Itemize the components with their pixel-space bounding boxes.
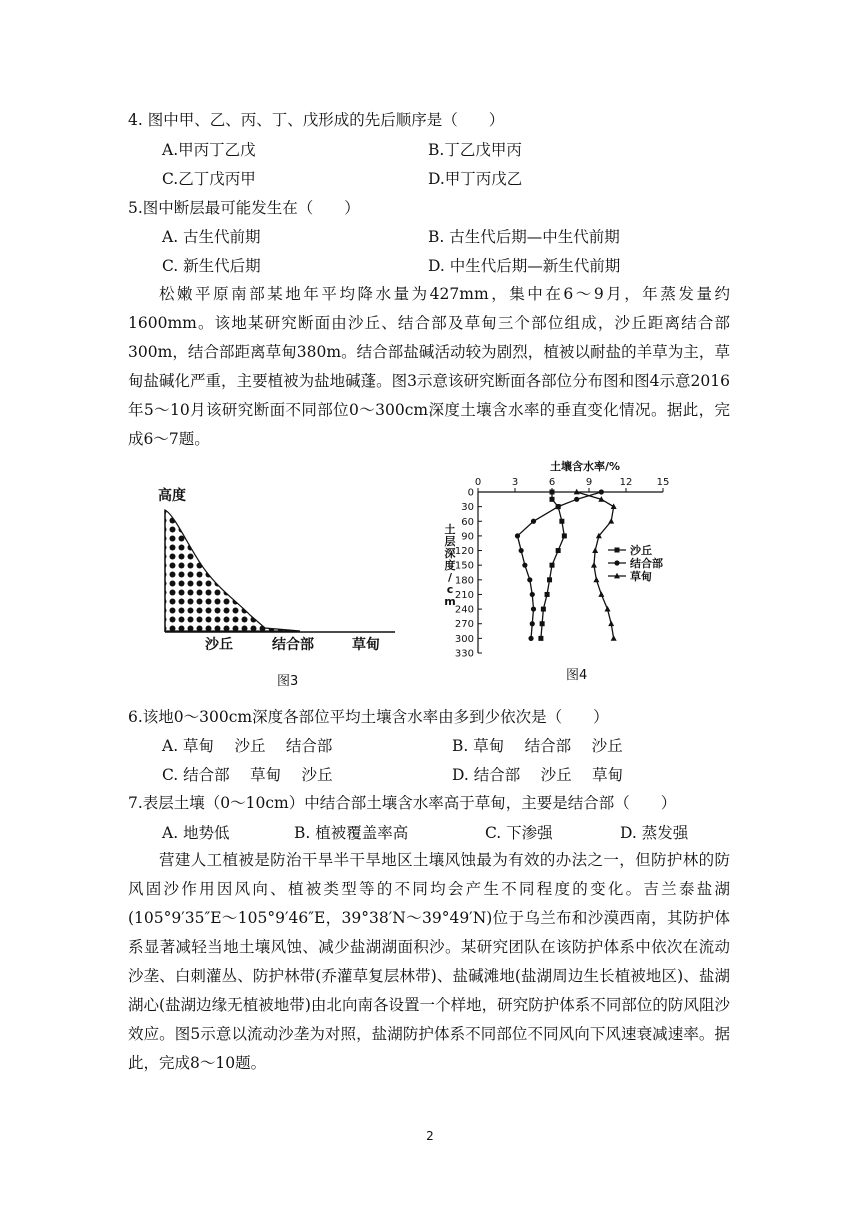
fig4-point-circle: [519, 548, 524, 553]
fig4-x-tick-label: 3: [511, 477, 519, 488]
fig3-label-junction: 结合部: [272, 637, 314, 653]
fig4-point-circle: [574, 497, 579, 502]
fig4-x-tick-label: 0: [474, 477, 482, 488]
fig4-point-circle: [531, 519, 536, 524]
q4-option-a: A.甲丙丁乙戊: [162, 141, 256, 159]
fig4-point-triangle: [593, 577, 599, 583]
fig4-left-title-char: 度: [444, 559, 456, 572]
fig4-legend-label: 沙丘: [630, 544, 652, 557]
q4-option-c: C.乙丁戊丙甲: [162, 170, 256, 188]
fig4-y-tick-label: 150: [454, 560, 474, 572]
passage-1: 松嫩平原南部某地年平均降水量为427mm，集中在6～9月，年蒸发量约1600mm。该地某研究断面由沙丘、结合部及草甸三个部位组成，沙丘距离结合部300m，结合部距离草甸380m。结合部盐碱活动较为剧烈，植被以耐盐的羊草为主，草甸盐碱化严重，主要植被为盐地碱蓬。图3示意该研究断面各部位分布图和图4示意2016年5～10月该研究断面不同部位0～300cm深度土壤含水率的垂直变化情况。据此，完成6～7题。: [128, 285, 730, 448]
fig4-point-square: [559, 519, 564, 524]
fig4-y-tick-label: 0: [467, 487, 474, 499]
q6-option-a: A. 草甸 沙丘 结合部: [162, 737, 333, 755]
q7-stem: 7.表层土壤（0～10cm）中结合部土壤含水率高于草甸，主要是结合部（ ）: [128, 794, 677, 812]
fig4-legend-marker: [614, 560, 619, 565]
fig4-point-circle: [522, 563, 527, 568]
fig4-y-tick-label: 270: [454, 619, 474, 631]
fig4-point-triangle: [591, 562, 597, 568]
fig4-point-circle: [530, 621, 535, 626]
fig4-y-tick-label: 90: [461, 531, 474, 543]
fig4-legend-marker: [615, 548, 620, 553]
fig4-point-circle: [527, 577, 532, 582]
fig4-point-circle: [599, 489, 604, 494]
page-number: 2: [426, 1129, 434, 1143]
fig4-y-tick-label: 300: [454, 633, 474, 645]
fig4-y-tick-label: 120: [454, 546, 474, 558]
fig4-point-circle: [515, 533, 520, 538]
fig4-y-tick-label: 180: [454, 575, 474, 587]
fig4-x-tick-label: 9: [585, 477, 593, 488]
q7-option-d: D. 蒸发强: [620, 824, 689, 842]
fig4-y-tick-label: 30: [461, 502, 474, 514]
fig4-point-square: [556, 548, 561, 553]
fig4-point-square: [550, 497, 555, 502]
fig4-left-title-char: /: [447, 571, 453, 584]
q7-option-c: C. 下渗强: [485, 824, 553, 842]
fig4-y-tick-label: 330: [454, 648, 474, 660]
fig4-left-title-char: 深: [444, 547, 456, 560]
q5-option-d: D. 中生代后期—新生代前期: [428, 257, 621, 275]
fig4-point-square: [547, 577, 552, 582]
q4-option-d: D.甲丁丙戊乙: [428, 170, 523, 188]
fig4-left-title-char: m: [444, 595, 456, 608]
q7-option-a: A. 地势低: [162, 824, 230, 842]
fig3-y-label: 高度: [158, 488, 186, 504]
q7-option-b: B. 植被覆盖率高: [294, 824, 409, 842]
fig4-left-title-char: c: [446, 583, 454, 596]
q6-option-c: C. 结合部 草甸 沙丘: [162, 766, 333, 784]
fig3-caption: 图3: [277, 674, 299, 689]
q5-option-a: A. 古生代前期: [162, 228, 261, 246]
fig4-point-circle: [528, 636, 533, 641]
figure-4: [430, 455, 720, 665]
fig4-point-triangle: [598, 591, 604, 597]
dune-profile: [165, 510, 300, 631]
figure-3: [150, 480, 410, 660]
q6-option-b: B. 草甸 结合部 沙丘: [452, 737, 623, 755]
fig4-x-tick-label: 12: [619, 477, 633, 488]
q6-option-d: D. 结合部 沙丘 草甸: [452, 766, 624, 784]
fig4-caption: 图4: [566, 668, 588, 683]
q4-stem: 4. 图中甲、乙、丙、丁、戊形成的先后顺序是（ ）: [128, 111, 505, 129]
fig4-y-tick-label: 210: [454, 589, 474, 601]
fig4-point-square: [562, 533, 567, 538]
fig4-point-triangle: [608, 621, 614, 627]
fig4-legend-label: 结合部: [630, 557, 663, 570]
q5-option-b: B. 古生代后期—中生代前期: [428, 228, 620, 246]
fig4-point-circle: [556, 504, 561, 509]
passage-2: 营建人工植被是防治干旱半干旱地区土壤风蚀最为有效的办法之一，但防护林的防风固沙作用因风向、植被类型等的不同均会产生不同程度的变化。吉兰泰盐湖(105°9′35″E～105°9′46″E，39°38′N～39°49′N)位于乌兰布和沙漠西南，其防护体系显著减轻当地土壤风蚀、减少盐湖湖面积沙。某研究团队在该防护体系中依次在流动沙垄、白刺灌丛、防护林带(乔灌草复层林带)、盐碱滩地(盐湖周边生长植被地区)、盐湖湖心(盐湖边缘无植被地带)由北向南各设置一个样地，研究防护体系不同部位的防风阻沙效应。图5示意以流动沙垄为对照，盐湖防护体系不同部位不同风向下风速衰减速率。据此，完成8～10题。: [128, 851, 730, 1072]
fig4-point-circle: [531, 606, 536, 611]
fig4-top-axis-title: 土壤含水率/%: [550, 460, 621, 473]
fig4-point-triangle: [592, 547, 598, 553]
q4-option-b: B.丁乙戊甲丙: [428, 141, 522, 159]
fig4-point-triangle: [611, 635, 617, 641]
q5-option-c: C. 新生代后期: [162, 257, 261, 275]
fig4-point-square: [540, 621, 545, 626]
fig4-x-tick-label: 6: [548, 477, 556, 488]
q5-stem: 5.图中断层最可能发生在（ ）: [128, 199, 360, 217]
fig4-point-square: [550, 490, 555, 495]
fig4-legend-label: 草甸: [630, 570, 652, 583]
fig4-point-square: [545, 592, 550, 597]
fig3-label-meadow: 草甸: [352, 637, 380, 653]
fig4-point-circle: [530, 592, 535, 597]
fig4-x-tick-label: 15: [656, 477, 670, 488]
fig4-y-tick-label: 240: [454, 604, 474, 616]
fig4-point-triangle: [605, 606, 611, 612]
q6-stem: 6.该地0～300cm深度各部位平均土壤含水率由多到少依次是（ ）: [128, 708, 609, 726]
fig4-y-tick-label: 60: [461, 516, 474, 528]
fig4-point-triangle: [611, 503, 617, 509]
fig4-left-title-char: 土: [444, 523, 456, 536]
fig4-left-title-char: 层: [444, 535, 456, 548]
fig4-point-triangle: [608, 518, 614, 524]
fig3-label-dune: 沙丘: [205, 637, 233, 653]
fig4-point-square: [541, 607, 546, 612]
fig4-point-square: [550, 563, 555, 568]
fig4-point-square: [538, 636, 543, 641]
